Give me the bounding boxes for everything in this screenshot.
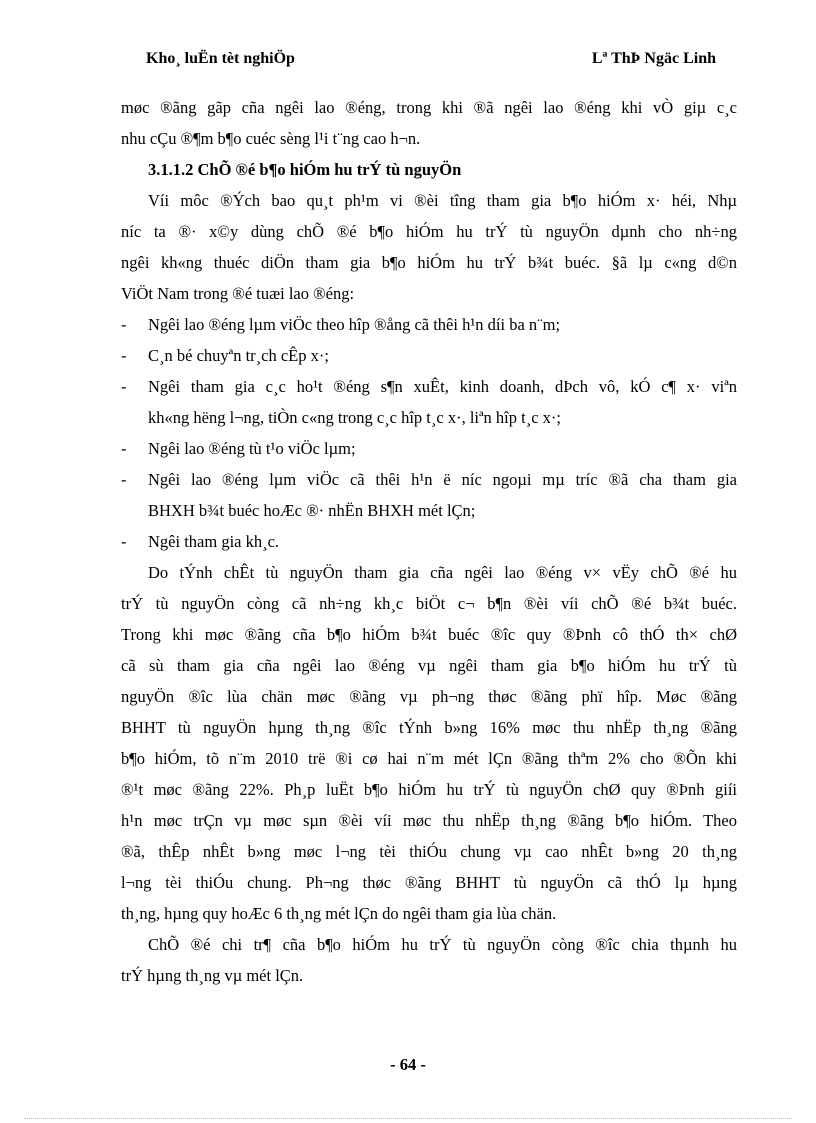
text-line: ®¹t møc ®ãng 22%. Ph¸p luËt b¶o hiÓm hu trÝ tù nguyÖn chØ quy ®Þnh giíi: [121, 780, 737, 799]
header-author-name: Lª ThÞ Ngäc Linh: [591, 50, 716, 67]
text-line: nhu cÇu ®¶m b¶o cuéc sèng l¹i t¨ng cao h¬n.: [121, 129, 421, 148]
text-line: b¶o hiÓm, tõ n¨m 2010 trë ®i cø hai n¨m mét lÇn ®ãng thªm 2% cho ®Õn khi: [121, 749, 737, 768]
section-heading: 3.1.1.2 ChÕ ®é b¶o hiÓm hu trÝ tù nguyÖn: [148, 160, 462, 179]
bullet-continuation: BHXH b¾t buéc hoÆc ®· nhËn BHXH mét lÇn;: [148, 501, 476, 520]
text-line: ®ã, thÊp nhÊt b»ng møc l¬ng tèi thiÓu chung vµ cao nhÊt b»ng 20 th¸ng: [121, 842, 737, 861]
text-line: Trong khi møc ®ãng cña b¶o hiÓm b¾t buéc ®îc quy ®Þnh cô thÓ th× chØ: [121, 625, 737, 644]
bullet-text: Ngêi lao ®éng lµm viÖc theo hîp ®ång cã thêi h¹n díi ba n¨m;: [148, 315, 561, 334]
bullet-text: Ngêi lao ®éng tù t¹o viÖc lµm;: [148, 439, 356, 458]
paragraph-first-line: ChÕ ®é chi tr¶ cña b¶o hiÓm hu trÝ tù nguyÖn còng ®îc chia thµnh hu: [148, 935, 737, 954]
text-line: l¬ng tèi thiÓu chung. Ph¬ng thøc ®ãng BHHT tù nguyÖn cã thÓ lµ hµng: [121, 873, 737, 892]
text-line: BHHT tù nguyÖn hµng th¸ng ®îc tÝnh b»ng 16% møc thu nhËp th¸ng ®ãng: [121, 718, 737, 737]
text-line: trÝ tù nguyÖn còng cã nh÷ng kh¸c biÖt c¬ b¶n ®èi víi chÕ ®é b¾t buéc.: [121, 594, 737, 613]
bullet-item: [121, 468, 737, 499]
bullet-text: Ngêi lao ®éng lµm viÖc cã thêi h¹n ë níc ngoµi mµ tríc ®ã cha tham gia: [148, 470, 737, 489]
text-line: níc ta ®· x©y dùng chÕ ®é b¶o hiÓm hu trÝ tù nguyÖn dµnh cho nh÷ng: [121, 222, 737, 241]
bullet-item: [121, 313, 737, 344]
text-line: h¹n møc trÇn vµ møc sµn ®èi víi møc thu nhËp th¸ng ®ãng b¶o hiÓm. Theo: [121, 811, 737, 830]
bullet-text: Ngêi tham gia kh¸c.: [148, 532, 280, 551]
bullet-continuation: kh«ng hëng l¬ng, tiÒn c«ng trong c¸c hîp t¸c x·, liªn hîp t¸c x·;: [148, 408, 561, 427]
text-line: nguyÖn ®îc lùa chän møc ®ãng vµ ph¬ng thøc ®ãng phï hîp. Møc ®ãng: [121, 687, 737, 706]
bullet-marker: -: [121, 315, 127, 334]
bullet-marker: -: [121, 377, 127, 396]
bullet-marker: -: [121, 532, 127, 551]
header-thesis-title: Kho¸ luËn tèt nghiÖp: [146, 50, 295, 67]
text-line: ngêi kh«ng thuéc diÖn tham gia b¶o hiÓm hu trÝ b¾t buéc. §ã lµ c«ng d©n: [121, 253, 737, 272]
bullet-marker: -: [121, 470, 127, 489]
bullet-item: [121, 344, 737, 375]
bullet-item: [121, 530, 737, 561]
bullet-text: C¸n bé chuyªn tr¸ch cÊp x·;: [148, 346, 329, 365]
bullet-marker: -: [121, 439, 127, 458]
bullet-item: [121, 437, 737, 468]
bullet-marker: -: [121, 346, 127, 365]
text-line: trÝ hµng th¸ng vµ mét lÇn.: [121, 966, 304, 985]
paragraph-first-line: Do tÝnh chÊt tù nguyÖn tham gia cña ngêi lao ®éng v× vËy chÕ ®é hu: [148, 563, 737, 582]
bullet-text: Ngêi tham gia c¸c ho¹t ®éng s¶n xuÊt, kinh doanh, dÞch vô, kÓ c¶ x· viªn: [148, 377, 737, 396]
body-text: [121, 96, 737, 995]
text-line: ViÖt Nam trong ®é tuæi lao ®éng:: [121, 284, 355, 303]
text-line: cã sù tham gia cña ngêi lao ®éng vµ ngêi tham gia b¶o hiÓm hu trÝ tù: [121, 656, 737, 675]
text-line: th¸ng, hµng quy hoÆc 6 th¸ng mét lÇn do ngêi tham gia lùa chän.: [121, 904, 557, 923]
footer-divider: [24, 1118, 792, 1119]
page-number: - 64 -: [390, 1055, 426, 1074]
bullet-item: [121, 375, 737, 406]
text-line: møc ®ãng gãp cña ngêi lao ®éng, trong khi ®ã ngêi lao ®éng khi vÒ giµ c¸c: [121, 98, 737, 117]
paragraph-first-line: Víi môc ®Ých bao qu¸t ph¹m vi ®èi tîng tham gia b¶o hiÓm x· héi, Nhµ: [148, 191, 737, 210]
